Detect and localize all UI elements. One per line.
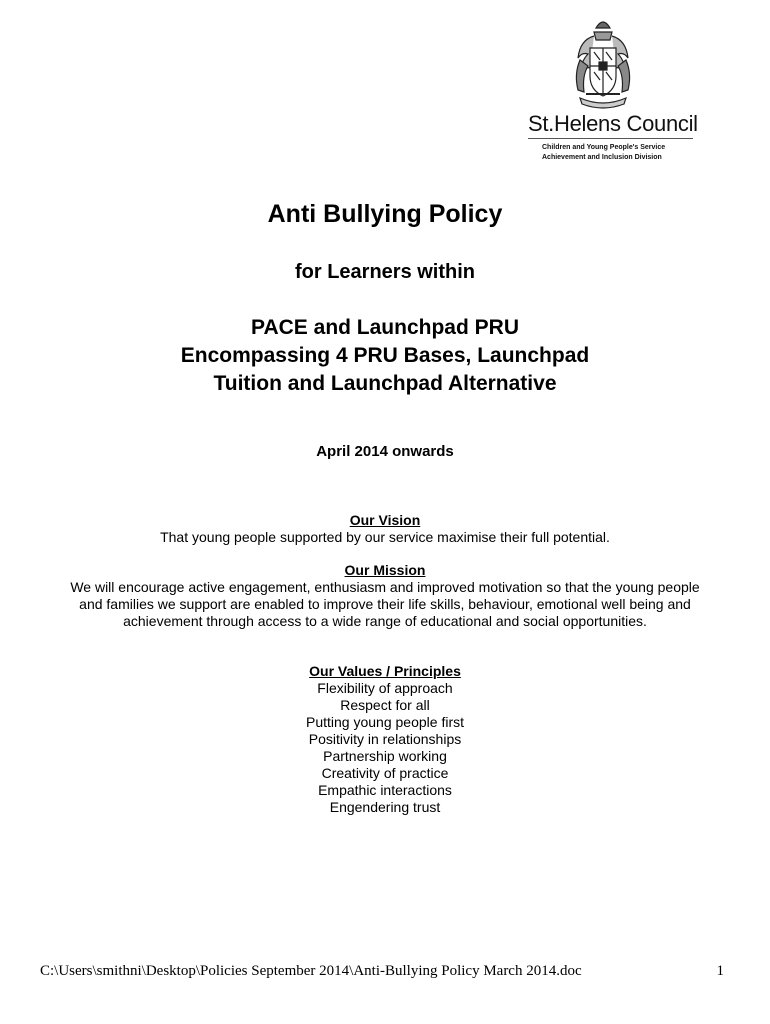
vision-heading: Our Vision [349,512,421,528]
document-title: Anti Bullying Policy [267,200,503,228]
vision-section [60,512,710,546]
heading-line: Encompassing 4 PRU Bases, Launchpad [180,344,590,367]
heading-line: PACE and Launchpad PRU [251,316,519,339]
values-heading: Our Values / Principles [309,663,461,679]
page-number: 1 [716,963,724,979]
document-subtitle: for Learners within [294,261,476,283]
mission-heading: Our Mission [344,562,426,578]
policy-date: April 2014 onwards [316,443,454,460]
heading-line: Tuition and Launchpad Alternative [213,372,557,395]
values-section [60,663,710,816]
mission-text: We will encourage active engagement, enthusiasm and improved motivation so that the young people and families we support are enabled to improve their life skills, behaviour, emotional well being and achievement through access to a wide range of educational and social opportunities. [70,579,700,629]
vision-text: That young people supported by our service maximise their full potential. [160,529,610,545]
value-item: Respect for all [340,697,430,713]
logo-divider [528,138,693,139]
value-item: Positivity in relationships [308,731,462,747]
value-item: Empathic interactions [318,782,452,798]
mission-section [60,562,710,630]
council-logo [528,14,698,161]
value-item: Putting young people first [306,714,464,730]
file-path: C:\Users\smithni\Desktop\Policies September 2014\Anti-Bullying Policy March 2014.doc [40,963,582,979]
logo-service-line: Children and Young People's Service [542,144,666,151]
council-name: St.Helens Council [528,111,698,136]
value-item: Flexibility of approach [317,680,453,696]
values-list [60,680,710,816]
logo-division-line: Achievement and Inclusion Division [542,154,662,161]
council-crest-icon [572,14,634,114]
value-item: Creativity of practice [321,765,449,781]
value-item: Engendering trust [329,799,441,815]
organisation-heading [0,314,770,398]
value-item: Partnership working [323,748,447,764]
